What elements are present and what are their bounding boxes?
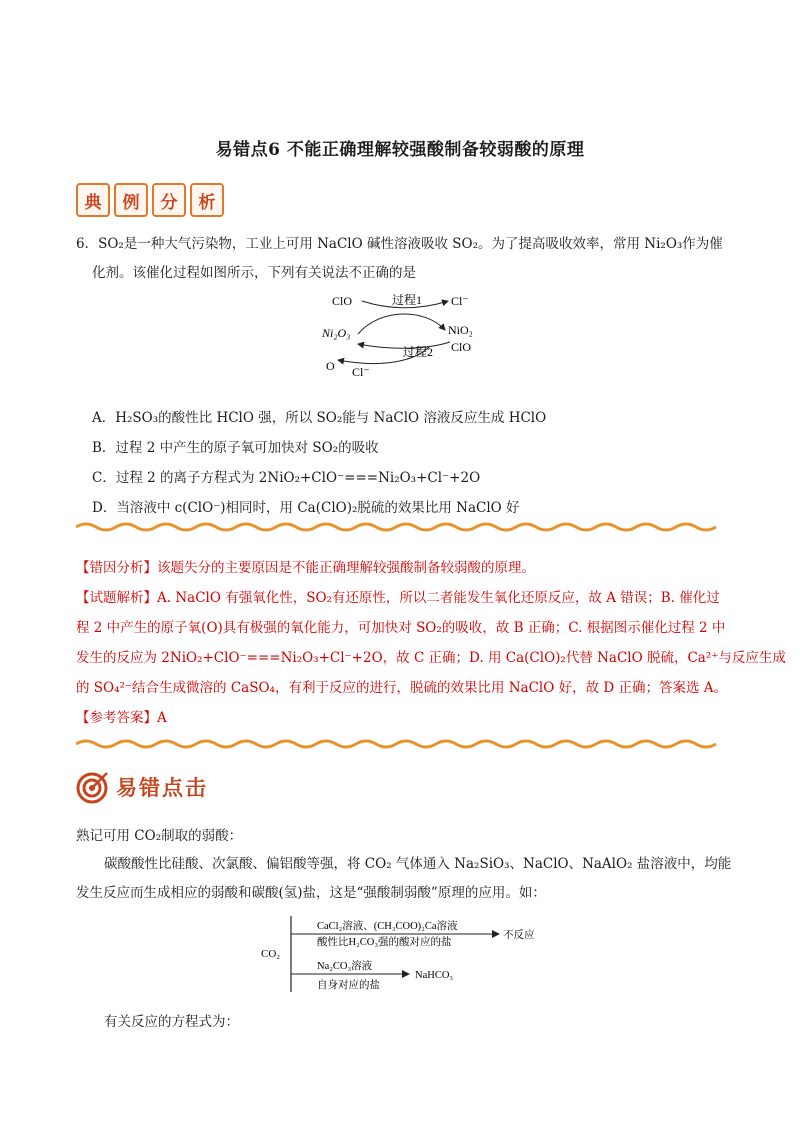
scheme-top-above: CaCl₂溶液、(CH₃COO)₂Ca溶液: [317, 921, 458, 932]
diagram-o: O: [326, 359, 335, 373]
badge-char: 例: [114, 183, 148, 217]
badge-char: 典: [76, 183, 110, 217]
example-analysis-badge: [76, 183, 224, 217]
option-a: A．H₂SO₃的酸性比 HClO 强，所以 SO₂能与 NaClO 溶液反应生成 HClO: [92, 410, 547, 426]
solution-line-3: 发生的反应为 2NiO₂+ClO⁻===Ni₂O₃+Cl⁻+2O，故 C 正确；D. 用 Ca(ClO)₂代替 NaClO 脱硫，Ca²⁺与反应生成: [76, 650, 786, 666]
diagram-clo-right: ClO: [451, 340, 472, 354]
notes-line4: 有关反应的方程式为：: [104, 1014, 239, 1030]
scheme-bottom-result: NaHCO₃: [415, 970, 454, 981]
notes-line3: 发生反应而生成相应的弱酸和碳酸(氢)盐，这是“强酸制弱酸”原理的应用。如：: [76, 885, 546, 901]
diagram-cl-bottom: Cl⁻: [352, 365, 370, 379]
question-intro-line1: 6．SO₂是一种大气污染物，工业上可用 NaClO 碱性溶液吸收 SO₂。为了提高吸收效率，常用 Ni₂O₃作为催: [76, 236, 723, 252]
wavy-divider-1: [76, 520, 726, 534]
page-title: 易错点6 不能正确理解较强酸制备较弱酸的原理: [215, 140, 585, 160]
diagram-step2: 过程2: [403, 345, 434, 359]
reference-answer: 【参考答案】A: [76, 710, 167, 726]
wavy-divider-2: [76, 737, 726, 751]
co2-reaction-scheme: [255, 912, 555, 996]
option-c: C．过程 2 的离子方程式为 2NiO₂+ClO⁻===Ni₂O₃+Cl⁻+2O: [92, 470, 481, 486]
diagram-step1: 过程1: [392, 293, 423, 307]
question-intro-line2: 化剂。该催化过程如图所示，下列有关说法不正确的是: [92, 265, 416, 281]
target-icon: [76, 770, 110, 804]
upper-cycle-arrow: [358, 314, 445, 334]
scheme-bottom-above: Na₂CO₃溶液: [317, 961, 373, 972]
scheme-co2: CO₂: [261, 948, 281, 960]
diagram-ni2o3: Ni₂O₃: [322, 326, 351, 340]
option-b: B．过程 2 中产生的原子氧可加快对 SO₂的吸收: [92, 440, 379, 456]
solution-line-4: 的 SO₄²⁻结合生成微溶的 CaSO₄，有利于反应的进行，脱硫的效果比用 NaClO 好，故 D 正确；答案选 A。: [76, 680, 728, 696]
solution-line-1: 【试题解析】A. NaClO 有强氧化性，SO₂有还原性，所以二者能发生氧化还原反应，故 A 错误；B. 催化过: [76, 590, 720, 606]
diagram-nio2: NiO₂: [448, 323, 473, 337]
section2-title: 易错点击: [116, 776, 208, 800]
error-points-header: [76, 770, 208, 804]
scheme-top-result: 不反应: [503, 930, 535, 941]
notes-line2: 碳酸酸性比硅酸、次氯酸、偏铝酸等强，将 CO₂ 气体通入 Na₂SiO₃、NaClO、NaAlO₂ 盐溶液中，均能: [104, 856, 732, 872]
diagram-cl-top: Cl⁻: [451, 294, 469, 308]
scheme-bottom-below: 自身对应的盐: [317, 980, 380, 991]
error-cause: 【错因分析】该题失分的主要原因是不能正确理解较强酸制备较弱酸的原理。: [76, 560, 535, 576]
option-d: D．当溶液中 c(ClO⁻)相同时，用 Ca(ClO)₂脱硫的效果比用 NaClO 好: [92, 500, 520, 516]
catalytic-cycle-diagram: [310, 290, 510, 380]
scheme-top-below: 酸性比H₂CO₃强的酸对应的盐: [317, 937, 452, 948]
solution-line-2: 程 2 中产生的原子氧(O)具有极强的氧化能力，可加快对 SO₂的吸收，故 B 正确；C. 根据图示催化过程 2 中: [76, 620, 726, 636]
badge-char: 析: [190, 183, 224, 217]
badge-char: 分: [152, 183, 186, 217]
diagram-clo-top: ClO: [332, 294, 353, 308]
notes-line1: 熟记可用 CO₂制取的弱酸：: [76, 828, 243, 844]
